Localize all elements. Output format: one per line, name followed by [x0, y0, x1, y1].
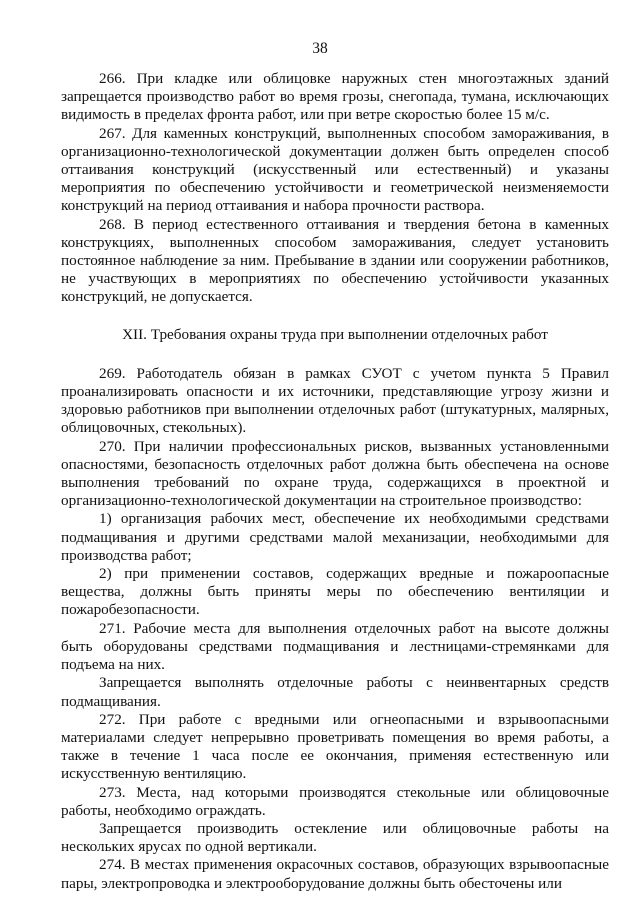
paragraph-272: 272. При работе с вредными или огнеопасными и взрывоопасными материалами следует непрерывно проветривать помещения во время работы, а также в течение 1 часа после ее окончания, применяя естественную или искусственную вентиляцию. — [61, 710, 609, 783]
paragraph-271-note: Запрещается выполнять отделочные работы с неинвентарных средств подмащивания. — [61, 674, 609, 710]
section-heading: XII. Требования охраны труда при выполнении отделочных работ — [122, 325, 548, 343]
paragraph-274: 274. В местах применения окрасочных составов, образующих взрывоопасные пары, электропроводка и электрооборудование должны быть обесточены или — [61, 856, 609, 892]
paragraph-269: 269. Работодатель обязан в рамках СУОТ с учетом пункта 5 Правил проанализировать опасности и их источники, представляющие угрозу жизни и здоровью работников при выполнении отделочных работ (штукатурных, малярных, облицовочных, стекольных). — [61, 364, 609, 437]
paragraph-270: 270. При наличии профессиональных рисков, вызванных установленными опасностями, безопасность отделочных работ должна быть обеспечена на основе выполнения требований по охране труда, содержащихся в проектной и организационно-технологической документации на строительное производство: — [61, 437, 609, 510]
document-body — [61, 70, 609, 893]
page-number: 38 — [312, 40, 328, 57]
paragraph-273-note: Запрещается производить остекление или облицовочные работы на нескольких ярусах по одной вертикали. — [61, 819, 609, 856]
paragraph-270-item-1: 1) организация рабочих мест, обеспечение их необходимыми средствами подмащивания и другими средствами малой механизации, необходимыми для производства работ; — [61, 510, 609, 564]
paragraph-271: 271. Рабочие места для выполнения отделочных работ на высоте должны быть оборудованы средствами подмащивания и лестницами-стремянками для подъема на них. — [61, 619, 609, 674]
paragraph-273: 273. Места, над которыми производятся стекольные или облицовочные работы, необходимо ограждать. — [61, 783, 609, 819]
paragraph-267: 267. Для каменных конструкций, выполненных способом замораживания, в организационно-технологической документации должен быть определен способ оттаивания конструкций (искусственный или естественный) и указаны мероприятия по обеспечению устойчивости и геометрической неизменяемости конструкций на период оттаивания и набора прочности раствора. — [61, 124, 609, 215]
paragraph-268: 268. В период естественного оттаивания и твердения бетона в каменных конструкциях, выполненных способом замораживания, следует установить постоянное наблюдение за ним. Пребывание в здании или сооружении работников, не участвующих в мероприятиях по обеспечению устойчивости указанных конструкций, не допускается. — [61, 215, 609, 306]
paragraph-270-item-2: 2) при применении составов, содержащих вредные и пожароопасные вещества, должны быть приняты меры по обеспечению вентиляции и пожаробезопасности. — [61, 565, 609, 619]
paragraph-266: 266. При кладке или облицовке наружных стен многоэтажных зданий запрещается производство работ во время грозы, снегопада, тумана, исключающих видимость в пределах фронта работ, или при ветре скоростью более 15 м/с. — [61, 70, 609, 124]
